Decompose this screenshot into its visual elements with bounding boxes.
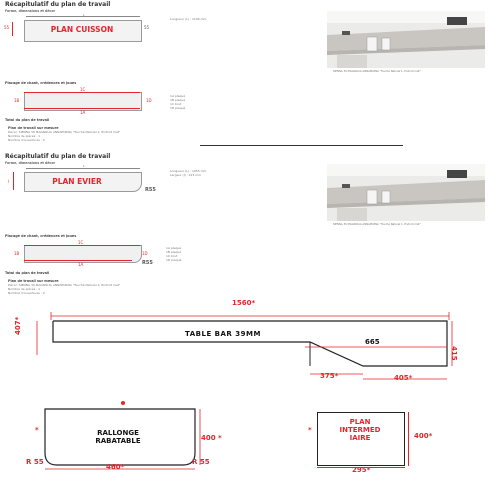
plan-inter-label-line1: PLAN	[349, 418, 371, 426]
edge-list-item: 1D plaqué	[170, 106, 186, 110]
section2-edge-title: Placage de chant, crédences et joues	[5, 234, 77, 238]
section1-dim-left: 55	[4, 25, 10, 30]
section2-subtitle: Forme, dimensions et décor	[5, 161, 56, 165]
section1-worktop-title: Plan de travail sur mesure	[8, 126, 59, 130]
section1-edge-right: 1D	[146, 98, 152, 103]
section1-edge-top: 1C	[80, 87, 86, 92]
plan-inter-label-line2: INTERMED	[339, 426, 381, 434]
section1-photo	[327, 11, 485, 68]
section2-title: Récapitulatif du plan de travail	[5, 153, 111, 160]
section2-shape-label: PLAN EVIER	[52, 177, 102, 186]
worktop-line: Nombre d'ouvertures : 0	[8, 138, 45, 142]
plan-inter-left-star: *	[308, 426, 312, 434]
right-dim-label: 415	[450, 346, 458, 361]
section2-edge-right: 1D	[142, 251, 148, 256]
section1-spec: Longueur (L) : 1190 mm	[170, 17, 207, 21]
section1-worktop-lines	[8, 130, 120, 142]
top-dim-label: 1560*	[232, 299, 256, 307]
section1-edge-bottom: 1A	[80, 110, 86, 115]
section1-dim-line	[26, 16, 140, 17]
section1-title: Récapitulatif du plan de travail	[5, 1, 111, 8]
edge-list-item: 1B plaqué	[166, 250, 182, 254]
plan-inter-label-line3: IAIRE	[349, 434, 371, 442]
plan-inter-bottom-dim: 295*	[352, 466, 371, 474]
edge-list-item: 1B plaqué	[170, 98, 186, 102]
section2-dim-line	[26, 168, 140, 169]
section1-edge-left: 1B	[14, 98, 20, 103]
rallonge-label-line2: RABATABLE	[95, 437, 141, 445]
edge-list-item: 1A plaqué	[170, 94, 186, 98]
rallonge-star-left: *	[35, 426, 39, 434]
section1-edge-list	[170, 94, 185, 110]
section-divider	[200, 145, 403, 146]
section2-total-title: Total du plan de travail	[5, 271, 50, 275]
rallonge-label	[78, 429, 158, 445]
section2-edge-top-line	[24, 245, 140, 246]
edge-list-item: 1C brut	[170, 102, 182, 106]
section1-shape-label: PLAN CUISSON	[50, 25, 114, 34]
plan-inter-right-dim: 400*	[414, 432, 433, 440]
edge-list-item: 1D plaqué	[166, 258, 182, 262]
worktop-line: Décor: SIENNA 39 MAGNOLIA ANNAPURNA "Touché Naturel 1, Endroit mat"	[8, 130, 121, 134]
section2-dim-left: l	[8, 179, 10, 184]
section1-edge-bottom-line	[24, 108, 140, 109]
kitchen-photo-image	[327, 11, 485, 68]
section2-edge-bottom: 1A	[78, 262, 84, 267]
section1-edge-title: Placage de chant, crédences et joues	[5, 81, 77, 85]
worktop-line: Nombre de pièces : 1	[8, 134, 41, 138]
worktop-line: Nombre de pièces : 1	[8, 287, 41, 291]
section1-photo-caption: SIENNA 39 MAGNOLIA ANNAPURNA "Touché Naturel 1, Endroit mat"	[333, 70, 421, 73]
section1-edge-top-line	[24, 92, 140, 93]
dim-665-label: 665	[365, 338, 380, 346]
worktop-line: Nombre d'ouvertures : 0	[8, 291, 45, 295]
section1-dim-right: 55	[144, 25, 150, 30]
spec-line: Longueur (L) : 1055 mm	[170, 169, 207, 173]
section2-dim-left-line	[13, 172, 14, 190]
rallonge-radius-left: R 55	[26, 458, 44, 466]
section1-dim-l: L	[83, 13, 85, 17]
table-outline	[53, 321, 447, 366]
section2-spec	[170, 169, 206, 177]
table-label: TABLE BAR 39MM	[185, 330, 261, 338]
section2-worktop-title: Plan de travail sur mesure	[8, 279, 59, 283]
plan-inter-right-dim-line	[408, 412, 409, 466]
section2-corner-label: R55	[145, 187, 156, 193]
rallonge-radius-right: R 55	[192, 458, 210, 466]
edge-list-item: 1C brut	[166, 254, 178, 258]
section2-dim-l: L	[83, 164, 85, 168]
bar-table-drawing	[0, 295, 500, 395]
section1-subtitle: Forme, dimensions et décor	[5, 9, 56, 13]
edge-list-item: 1A plaqué	[166, 246, 182, 250]
rallonge-right-dim: 400 *	[201, 434, 222, 442]
spec-line: Largeur (l) : 415 mm	[170, 173, 202, 177]
dim-405-label: 405*	[394, 374, 413, 382]
section2-edge-left: 1B	[14, 251, 20, 256]
kitchen-photo-image	[327, 164, 485, 221]
section1-total-title: Total du plan de travail	[5, 118, 50, 122]
plan-inter-label	[330, 418, 390, 442]
left-dim-label: 407*	[14, 316, 22, 335]
dim-375-label: 375*	[320, 372, 339, 380]
section2-edge-bottom-line	[24, 260, 132, 261]
section2-edge-top: 1C	[78, 240, 84, 245]
section1-dim-left-line	[12, 22, 13, 36]
rallonge-bottom-dim: 460*	[106, 463, 125, 471]
section2-edge-corner-label: R55	[142, 260, 153, 266]
section2-photo	[327, 164, 485, 221]
rallonge-label-line1: RALLONGE	[97, 429, 139, 437]
section2-photo-caption: SIENNA 39 MAGNOLIA ANNAPURNA "Touché Naturel 1, Endroit mat"	[333, 223, 421, 226]
section2-worktop-lines	[8, 283, 120, 295]
section2-edge-list	[166, 246, 181, 262]
worktop-line: Décor: SIENNA 39 MAGNOLIA ANNAPURNA "Touché Naturel 1, Endroit mat"	[8, 283, 121, 287]
